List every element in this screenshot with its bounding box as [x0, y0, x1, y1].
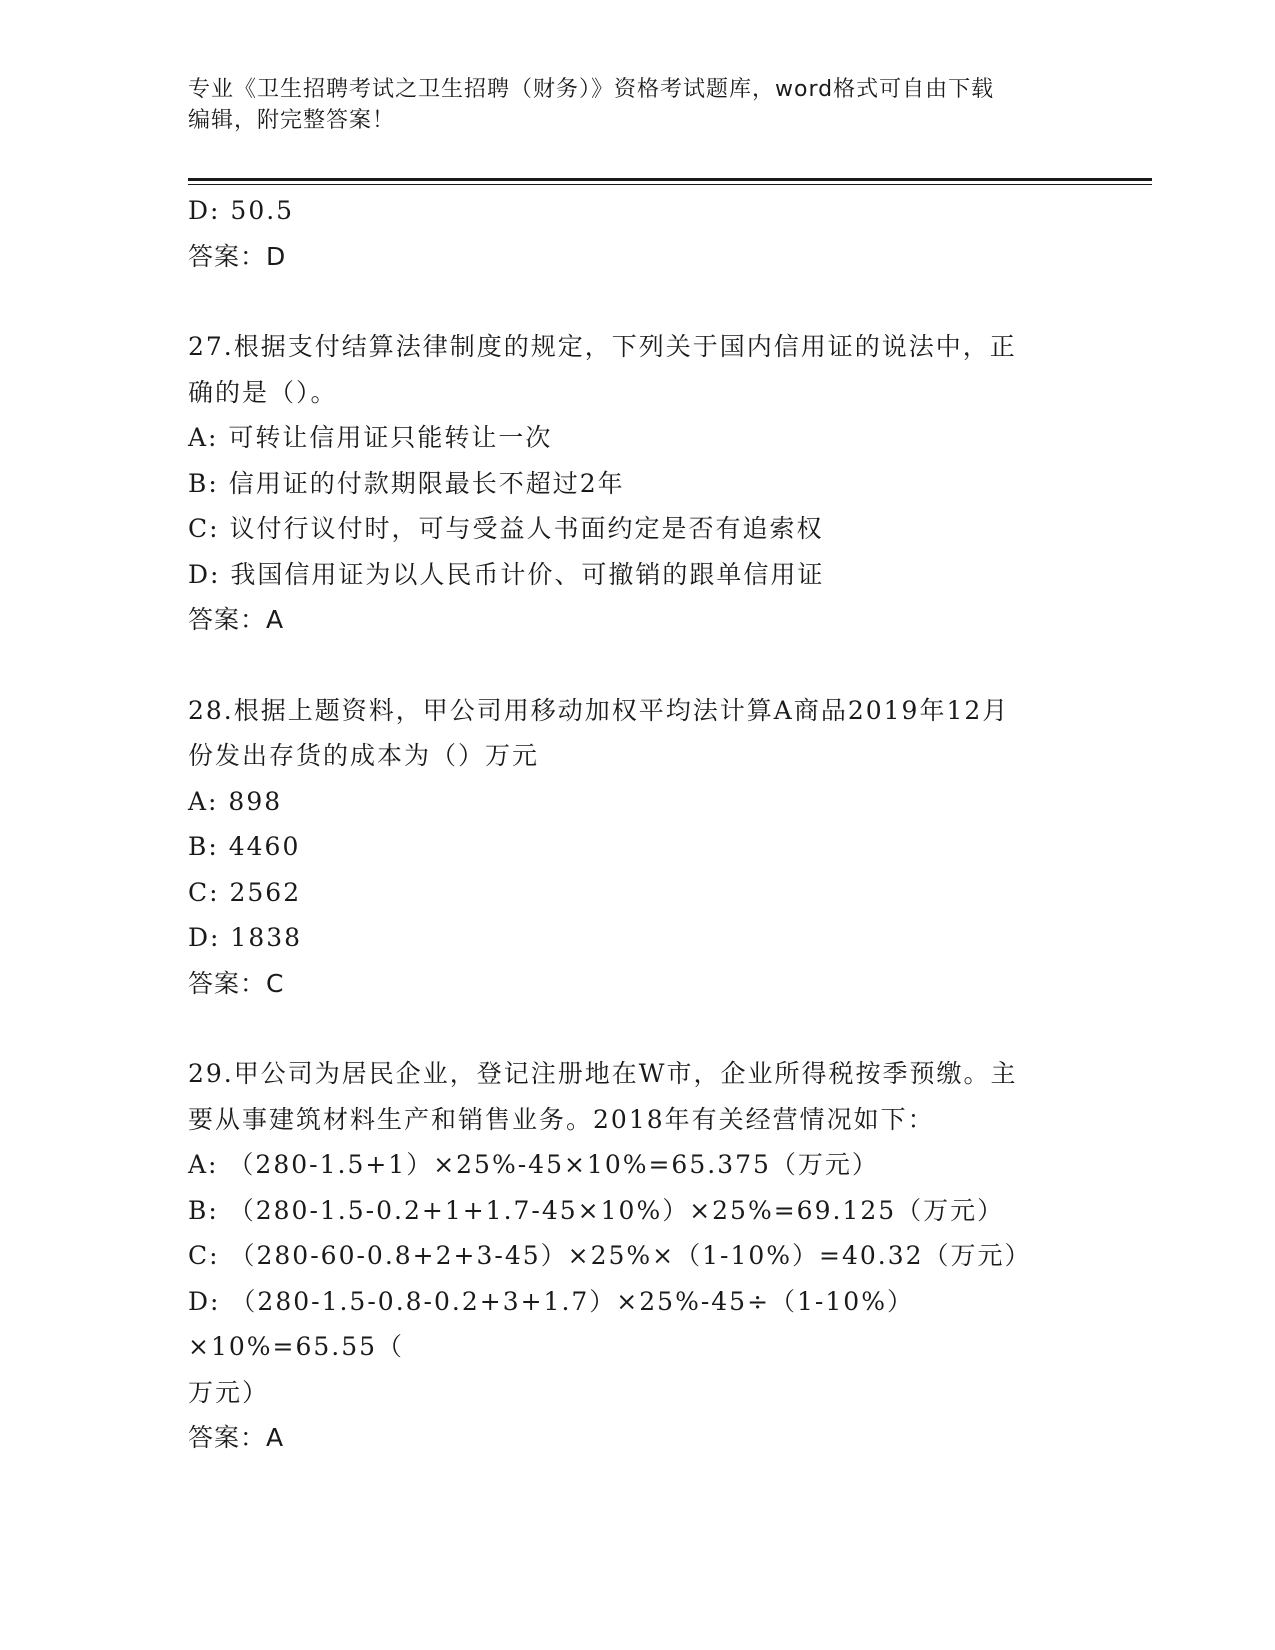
question-stem: 要从事建筑材料生产和销售业务。2018年有关经营情况如下： [188, 1104, 935, 1134]
answer-label: 答案：C [188, 968, 285, 998]
answer-label: 答案：D [188, 241, 287, 271]
option-c: C: 2562 [188, 877, 302, 907]
option-c: C: 议付行议付时，可与受益人书面约定是否有追索权 [188, 514, 824, 543]
option-d-continued: 万元） [188, 1377, 270, 1407]
header-title-line-1: 专业《卫生招聘考试之卫生招聘（财务）》资格考试题库，word格式可自由下载 [188, 77, 995, 102]
option-a: A: 898 [188, 786, 283, 816]
option-d: D: （280-1.5-0.8-0.2+3+1.7）×25%-45÷（1-10%）×10%=65.55（ [188, 1286, 914, 1361]
question-stem: 29.甲公司为居民企业，登记注册地在W市，企业所得税按季预缴。主 [188, 1059, 1018, 1088]
question-stem: 27.根据支付结算法律制度的规定，下列关于国内信用证的说法中，正 [188, 332, 1017, 361]
header-divider-thin [188, 184, 1152, 185]
option-b: B: （280-1.5-0.2+1+1.7-45×10%）×25%=69.125（万元） [188, 1195, 1005, 1225]
option-b: B: 4460 [188, 832, 301, 861]
option-b: B: 信用证的付款期限最长不超过2年 [188, 468, 625, 498]
question-26-tail [188, 188, 1068, 279]
answer-label: 答案：A [188, 1423, 285, 1452]
option-a: A: 可转让信用证只能转让一次 [188, 423, 553, 452]
option-a: A: （280-1.5+1）×25%-45×10%=65.375（万元） [188, 1150, 879, 1179]
spacer [188, 279, 1068, 324]
spacer [188, 1006, 1068, 1051]
header-title-line-2: 编辑，附完整答案！ [188, 108, 396, 133]
header-divider-thick [188, 178, 1152, 181]
document-header [188, 74, 1088, 136]
option-d: D: 1838 [188, 923, 303, 952]
option-d: D: 我国信用证为以人民币计价、可撤销的跟单信用证 [188, 559, 825, 589]
answer-label: 答案：A [188, 605, 285, 634]
question-29 [188, 1051, 1068, 1461]
option-d: D: 50.5 [188, 196, 295, 225]
question-stem: 确的是（）。 [188, 377, 338, 407]
spacer [188, 643, 1068, 688]
question-28 [188, 688, 1068, 1007]
question-content [188, 188, 1068, 1461]
question-stem: 份发出存货的成本为（）万元 [188, 741, 540, 770]
question-stem: 28.根据上题资料，甲公司用移动加权平均法计算A商品2019年12月 [188, 695, 1010, 725]
option-c: C: （280-60-0.8+2+3-45）×25%×（1-10%）=40.32（万元） [188, 1241, 1032, 1270]
question-27 [188, 324, 1068, 643]
